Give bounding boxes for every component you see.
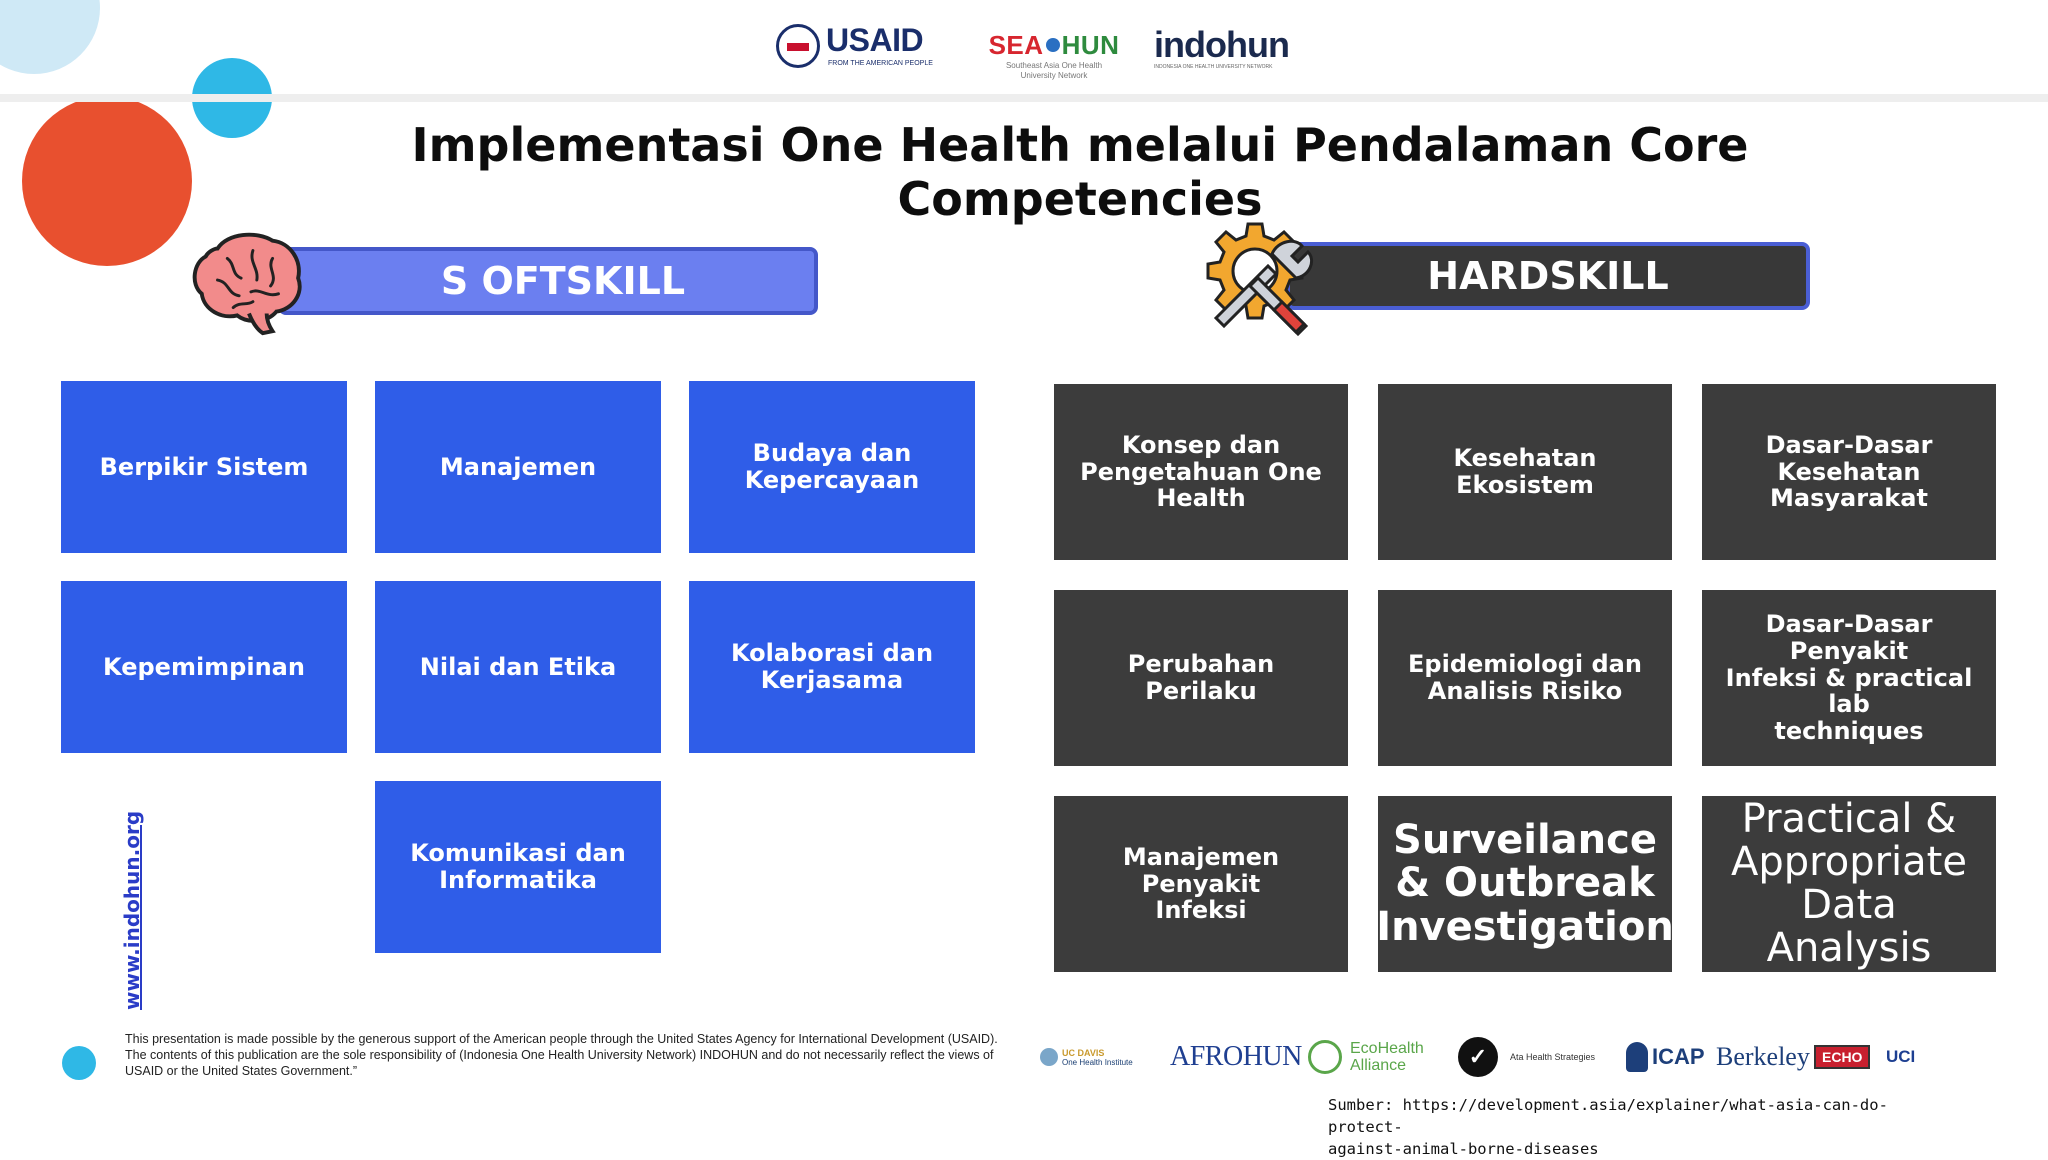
uci-logo: UCI [1886, 1047, 1916, 1066]
icap-logo-name: ICAP [1652, 1044, 1705, 1069]
hardskill-card-epidemiologi: Epidemiologi dan Analisis Risiko [1378, 590, 1672, 766]
hardskill-card-manajemen-penyakit: Manajemen Penyakit Infeksi [1054, 796, 1348, 972]
usaid-logo-tagline: FROM THE AMERICAN PEOPLE [828, 60, 933, 67]
ecohealth-logo-name: EcoHealth Alliance [1350, 1040, 1424, 1074]
echo-logo [1814, 1032, 1870, 1082]
softskill-card-nilai-etika: Nilai dan Etika [375, 581, 661, 753]
softskill-card-berpikir-sistem: Berpikir Sistem [61, 381, 347, 553]
decor-circle-red [22, 96, 192, 266]
softskill-card-manajemen: Manajemen [375, 381, 661, 553]
afrohun-logo: AFROHUN [1170, 1041, 1302, 1072]
hardskill-banner [1286, 242, 1810, 310]
ata-logo-name: Ata Health Strategies [1510, 1052, 1596, 1062]
decor-circle-pale [0, 0, 100, 74]
softskill-card-kolaborasi: Kolaborasi dan Kerjasama [689, 581, 975, 753]
hardskill-card-data-analysis: Practical & Appropriate Data Analysis [1702, 796, 1996, 972]
hardskill-card-kesehatan-ekosistem: Kesehatan Ekosistem [1378, 384, 1672, 560]
globe-icon [1046, 38, 1060, 52]
source-citation: Sumber: https://development.asia/explainer/what-asia-can-do-protect- against-animal-borne-diseases [1328, 1096, 1888, 1158]
hardskill-label: HARDSKILL [1427, 254, 1669, 298]
website-link[interactable]: www.indohun.org [120, 810, 144, 1010]
usaid-disclaimer: This presentation is made possible by the generous support of the American people through the United States Agency for International Development (USAID). The contents of this publication are the sole responsibility of (Indonesia One Health University Network) INDOHUN and do not necessarily reflect the views of USAID or the United States Government.” [125, 1032, 998, 1078]
echo-logo-name: ECHO [1814, 1045, 1870, 1069]
indohun-logo [1154, 24, 1294, 76]
website-link-wrapper [40, 810, 200, 1010]
usaid-logo [776, 20, 942, 76]
hardskill-card-kesehatan-masyarakat: Dasar-Dasar Kesehatan Masyarakat [1702, 384, 1996, 560]
softskill-card-komunikasi: Komunikasi dan Informatika [375, 781, 661, 953]
ata-mark [1458, 1032, 1498, 1082]
checkmark-icon: ✓ [1458, 1037, 1498, 1077]
seaohun-logo-name-right: HUN [1061, 30, 1120, 60]
softskill-card-kepemimpinan: Kepemimpinan [61, 581, 347, 753]
indohun-logo-name: indohun [1154, 24, 1289, 65]
ucdavis-logo [1040, 1032, 1160, 1082]
ecohealth-mark-icon [1308, 1040, 1342, 1074]
header-divider [0, 94, 2048, 102]
partner-logos [1040, 1032, 1980, 1082]
usaid-logo-name: USAID [826, 22, 924, 58]
hardskill-card-surveilance: Surveilance & Outbreak Investigation [1378, 796, 1672, 972]
indohun-logo-tagline: INDONESIA ONE HEALTH UNIVERSITY NETWORK [1154, 64, 1273, 70]
berkeley-logo: Berkeley [1716, 1042, 1810, 1071]
ecohealth-logo [1308, 1032, 1448, 1082]
hardskill-card-penyakit-infeksi: Dasar-Dasar Penyakit Infeksi & practical lab techniques [1702, 590, 1996, 766]
seaohun-logo [984, 30, 1124, 82]
seaohun-logo-name-left: SEA [988, 30, 1044, 60]
ucdavis-mark-icon [1040, 1048, 1058, 1066]
icap-mark-icon [1626, 1042, 1648, 1072]
hardskill-card-perubahan-perilaku: Perubahan Perilaku [1054, 590, 1348, 766]
ucdavis-logo-sub: One Health Institute [1062, 1057, 1133, 1067]
icap-logo [1626, 1032, 1706, 1082]
ucdavis-logo-name: UC DAVIS [1062, 1047, 1105, 1058]
gear-tools-icon [1198, 214, 1324, 338]
hardskill-card-konsep-one-health: Konsep dan Pengetahuan One Health [1054, 384, 1348, 560]
page-title: Implementasi One Health melalui Pendalaman Core Competencies [411, 118, 1749, 226]
usaid-seal-icon [776, 24, 820, 68]
softskill-card-budaya: Budaya dan Kepercayaan [689, 381, 975, 553]
brain-icon [188, 228, 306, 338]
softskill-banner [278, 247, 818, 315]
seaohun-logo-tagline: Southeast Asia One Health University Network [1005, 61, 1103, 80]
decor-circle-cyan-small [62, 1046, 96, 1080]
softskill-label: S OFTSKILL [440, 259, 686, 303]
